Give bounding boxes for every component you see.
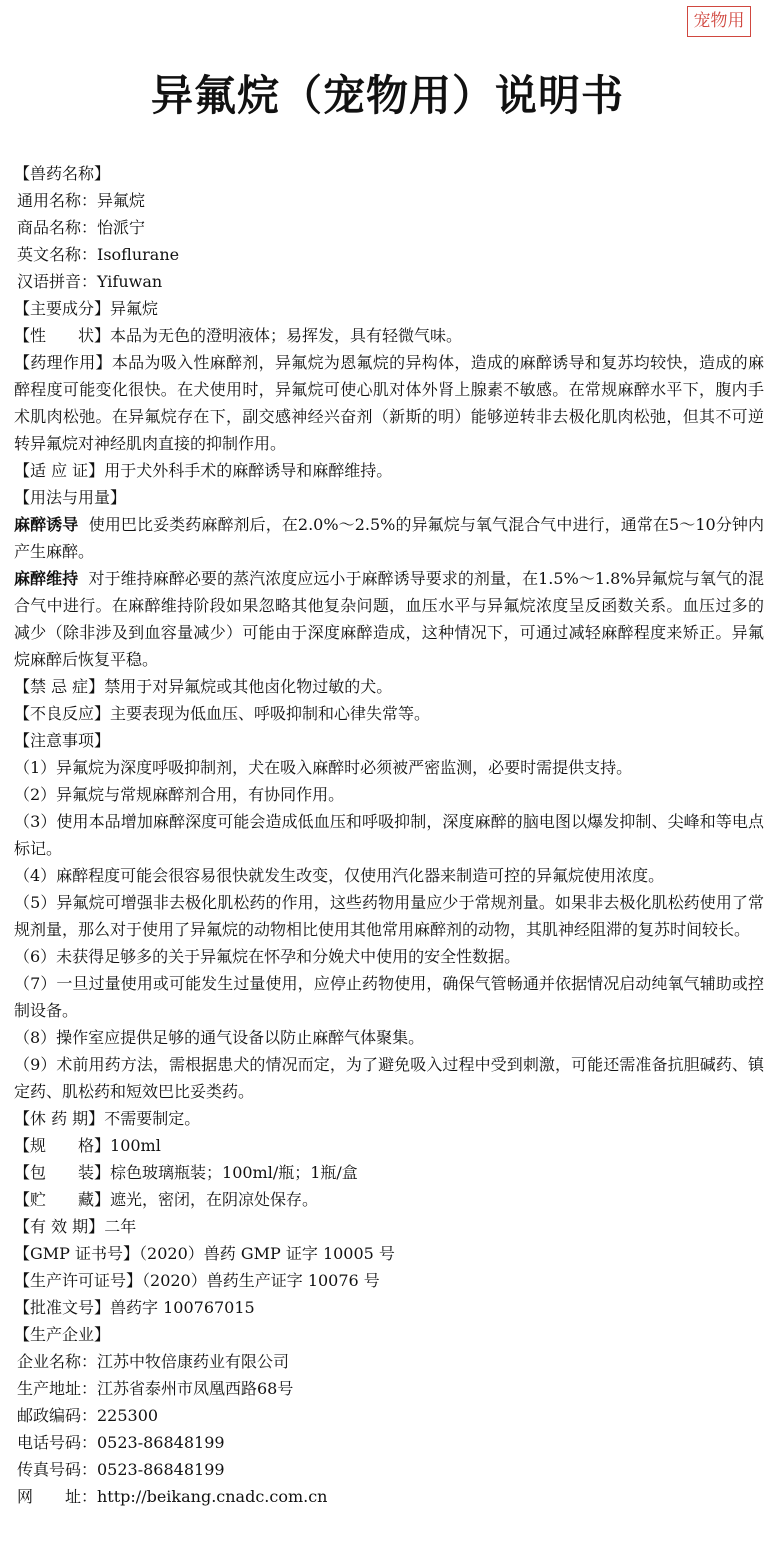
pharmacology-label: 【药理作用】 — [14, 353, 112, 372]
contraindication-text: 禁用于对异氟烷或其他卤化物过敏的犬。 — [104, 677, 393, 696]
indication-row — [14, 457, 764, 484]
appearance-row — [14, 322, 764, 349]
precaution-item: （1）异氟烷为深度呼吸抑制剂，犬在吸入麻醉时必须被严密监测，必要时需提供支持。 — [14, 758, 633, 777]
appearance-label: 【性 状】 — [14, 326, 111, 345]
gmp-row — [14, 1240, 764, 1267]
spec-text: 100ml — [110, 1136, 161, 1155]
withdrawal-label: 【休 药 期】 — [14, 1109, 105, 1128]
storage-text: 遮光，密闭，在阴凉处保存。 — [110, 1190, 319, 1209]
indication-label: 【适 应 证】 — [14, 461, 105, 480]
ingredient-row — [14, 295, 764, 322]
precautions-heading: 【注意事项】 — [14, 731, 111, 750]
package-row — [14, 1159, 764, 1186]
precaution-item: （7）一旦过量使用或可能发生过量使用，应停止药物使用，确保气管畅通并依据情况启动纯氧气辅助或控制设备。 — [14, 974, 764, 1020]
company-website: 网 址：http://beikang.cnadc.com.cn — [17, 1487, 328, 1506]
manufacturer-heading: 【生产企业】 — [14, 1325, 111, 1344]
validity-label: 【有 效 期】 — [14, 1217, 105, 1236]
pinyin-name: 汉语拼音：Yifuwan — [17, 272, 163, 291]
storage-label: 【贮 藏】 — [14, 1190, 111, 1209]
package-text: 棕色玻璃瓶装；100ml/瓶；1瓶/盒 — [110, 1163, 358, 1182]
gmp-text: （2020）兽药 GMP 证字 10005 号 — [139, 1244, 395, 1263]
instruction-document — [14, 160, 764, 1510]
vet-name-heading: 【兽药名称】 — [14, 164, 111, 183]
trade-name: 商品名称：怡派宁 — [17, 218, 146, 237]
adverse-label: 【不良反应】 — [14, 704, 111, 723]
maintenance-text: 对于维持麻醉必要的蒸汽浓度应远小于麻醉诱导要求的剂量，在1.5%～1.8%异氟烷与氧气的混合气中进行。在麻醉维持阶段如果忽略其他复杂问题，血压水平与异氟烷浓度呈反函数关系。血压过多的减少（除非涉及到血容量减少）可能由于深度麻醉造成，这种情况下，可通过减轻麻醉程度来矫正。异氟烷麻醉后恢复平稳。 — [14, 569, 764, 669]
precaution-item: （8）操作室应提供足够的通气设备以防止麻醉气体聚集。 — [14, 1028, 425, 1047]
license-label: 【生产许可证号】 — [14, 1271, 143, 1290]
withdrawal-text: 不需要制定。 — [104, 1109, 201, 1128]
license-row — [14, 1267, 764, 1294]
pharmacology-row — [14, 349, 764, 457]
adverse-text: 主要表现为低血压、呼吸抑制和心律失常等。 — [110, 704, 431, 723]
company-phone: 电话号码：0523-86848199 — [17, 1433, 225, 1452]
ingredient-text: 异氟烷 — [110, 299, 159, 318]
validity-text: 二年 — [104, 1217, 137, 1236]
page-title: 异氟烷（宠物用）说明书 — [150, 71, 624, 120]
spec-label: 【规 格】 — [14, 1136, 111, 1155]
pharmacology-text: 本品为吸入性麻醉剂，异氟烷为恩氟烷的异构体，造成的麻醉诱导和复苏均较快，造成的麻醉程度可能变化很快。在犬使用时，异氟烷可使心肌对体外肾上腺素不敏感。在常规麻醉水平下，腹内手术肌肉松弛。在异氟烷存在下，副交感神经兴奋剂（新斯的明）能够逆转非去极化肌肉松弛，但其不可逆转异氟烷对神经肌肉直接的抑制作用。 — [14, 353, 764, 453]
precaution-item: （2）异氟烷与常规麻醉剂合用，有协同作用。 — [14, 785, 345, 804]
contraindication-label: 【禁 忌 症】 — [14, 677, 105, 696]
storage-row — [14, 1186, 764, 1213]
induction-row — [14, 511, 764, 565]
pet-use-badge: 宠物用 — [687, 6, 751, 37]
induction-text: 使用巴比妥类药麻醉剂后，在2.0%～2.5%的异氟烷与氧气混合气中进行，通常在5～10分钟内产生麻醉。 — [14, 515, 764, 561]
induction-label: 麻醉诱导 — [14, 515, 79, 534]
indication-text: 用于犬外科手术的麻醉诱导和麻醉维持。 — [104, 461, 393, 480]
precaution-item: （5）异氟烷可增强非去极化肌松药的作用，这些药物用量应少于常规剂量。如果非去极化肌松药使用了常规剂量，那么对于使用了异氟烷的动物相比使用其他常用麻醉剂的动物，其肌神经阻滞的复苏时间较长。 — [14, 893, 764, 939]
company-address: 生产地址：江苏省泰州市凤凰西路68号 — [17, 1379, 294, 1398]
ingredient-label: 【主要成分】 — [14, 299, 111, 318]
company-name: 企业名称：江苏中牧倍康药业有限公司 — [17, 1352, 290, 1371]
approval-text: 兽药字 100767015 — [110, 1298, 255, 1317]
english-name: 英文名称：Isoflurane — [17, 245, 180, 264]
dosage-heading: 【用法与用量】 — [14, 488, 127, 507]
approval-label: 【批准文号】 — [14, 1298, 111, 1317]
precaution-item: （4）麻醉程度可能会很容易很快就发生改变，仅使用汽化器来制造可控的异氟烷使用浓度。 — [14, 866, 665, 885]
license-text: （2020）兽药生产证字 10076 号 — [142, 1271, 380, 1290]
appearance-text: 本品为无色的澄明液体；易挥发，具有轻微气味。 — [110, 326, 463, 345]
maintenance-label: 麻醉维持 — [14, 569, 79, 588]
package-label: 【包 装】 — [14, 1163, 111, 1182]
precaution-item: （9）术前用药方法，需根据患犬的情况而定，为了避免吸入过程中受到刺激，可能还需准备抗胆碱药、镇定药、肌松药和短效巴比妥类药。 — [14, 1055, 764, 1101]
precaution-item: （3）使用本品增加麻醉深度可能会造成低血压和呼吸抑制，深度麻醉的脑电图以爆发抑制、尖峰和等电点标记。 — [14, 812, 764, 858]
validity-row — [14, 1213, 764, 1240]
precaution-item: （6）未获得足够多的关于异氟烷在怀孕和分娩犬中使用的安全性数据。 — [14, 947, 521, 966]
gmp-label: 【GMP 证书号】 — [14, 1244, 140, 1263]
company-fax: 传真号码：0523-86848199 — [17, 1460, 225, 1479]
contraindication-row — [14, 673, 764, 700]
maintenance-row — [14, 565, 764, 673]
withdrawal-row — [14, 1105, 764, 1132]
approval-row — [14, 1294, 764, 1321]
adverse-row — [14, 700, 764, 727]
spec-row — [14, 1132, 764, 1159]
company-postcode: 邮政编码：225300 — [17, 1406, 159, 1425]
generic-name: 通用名称：异氟烷 — [17, 191, 146, 210]
